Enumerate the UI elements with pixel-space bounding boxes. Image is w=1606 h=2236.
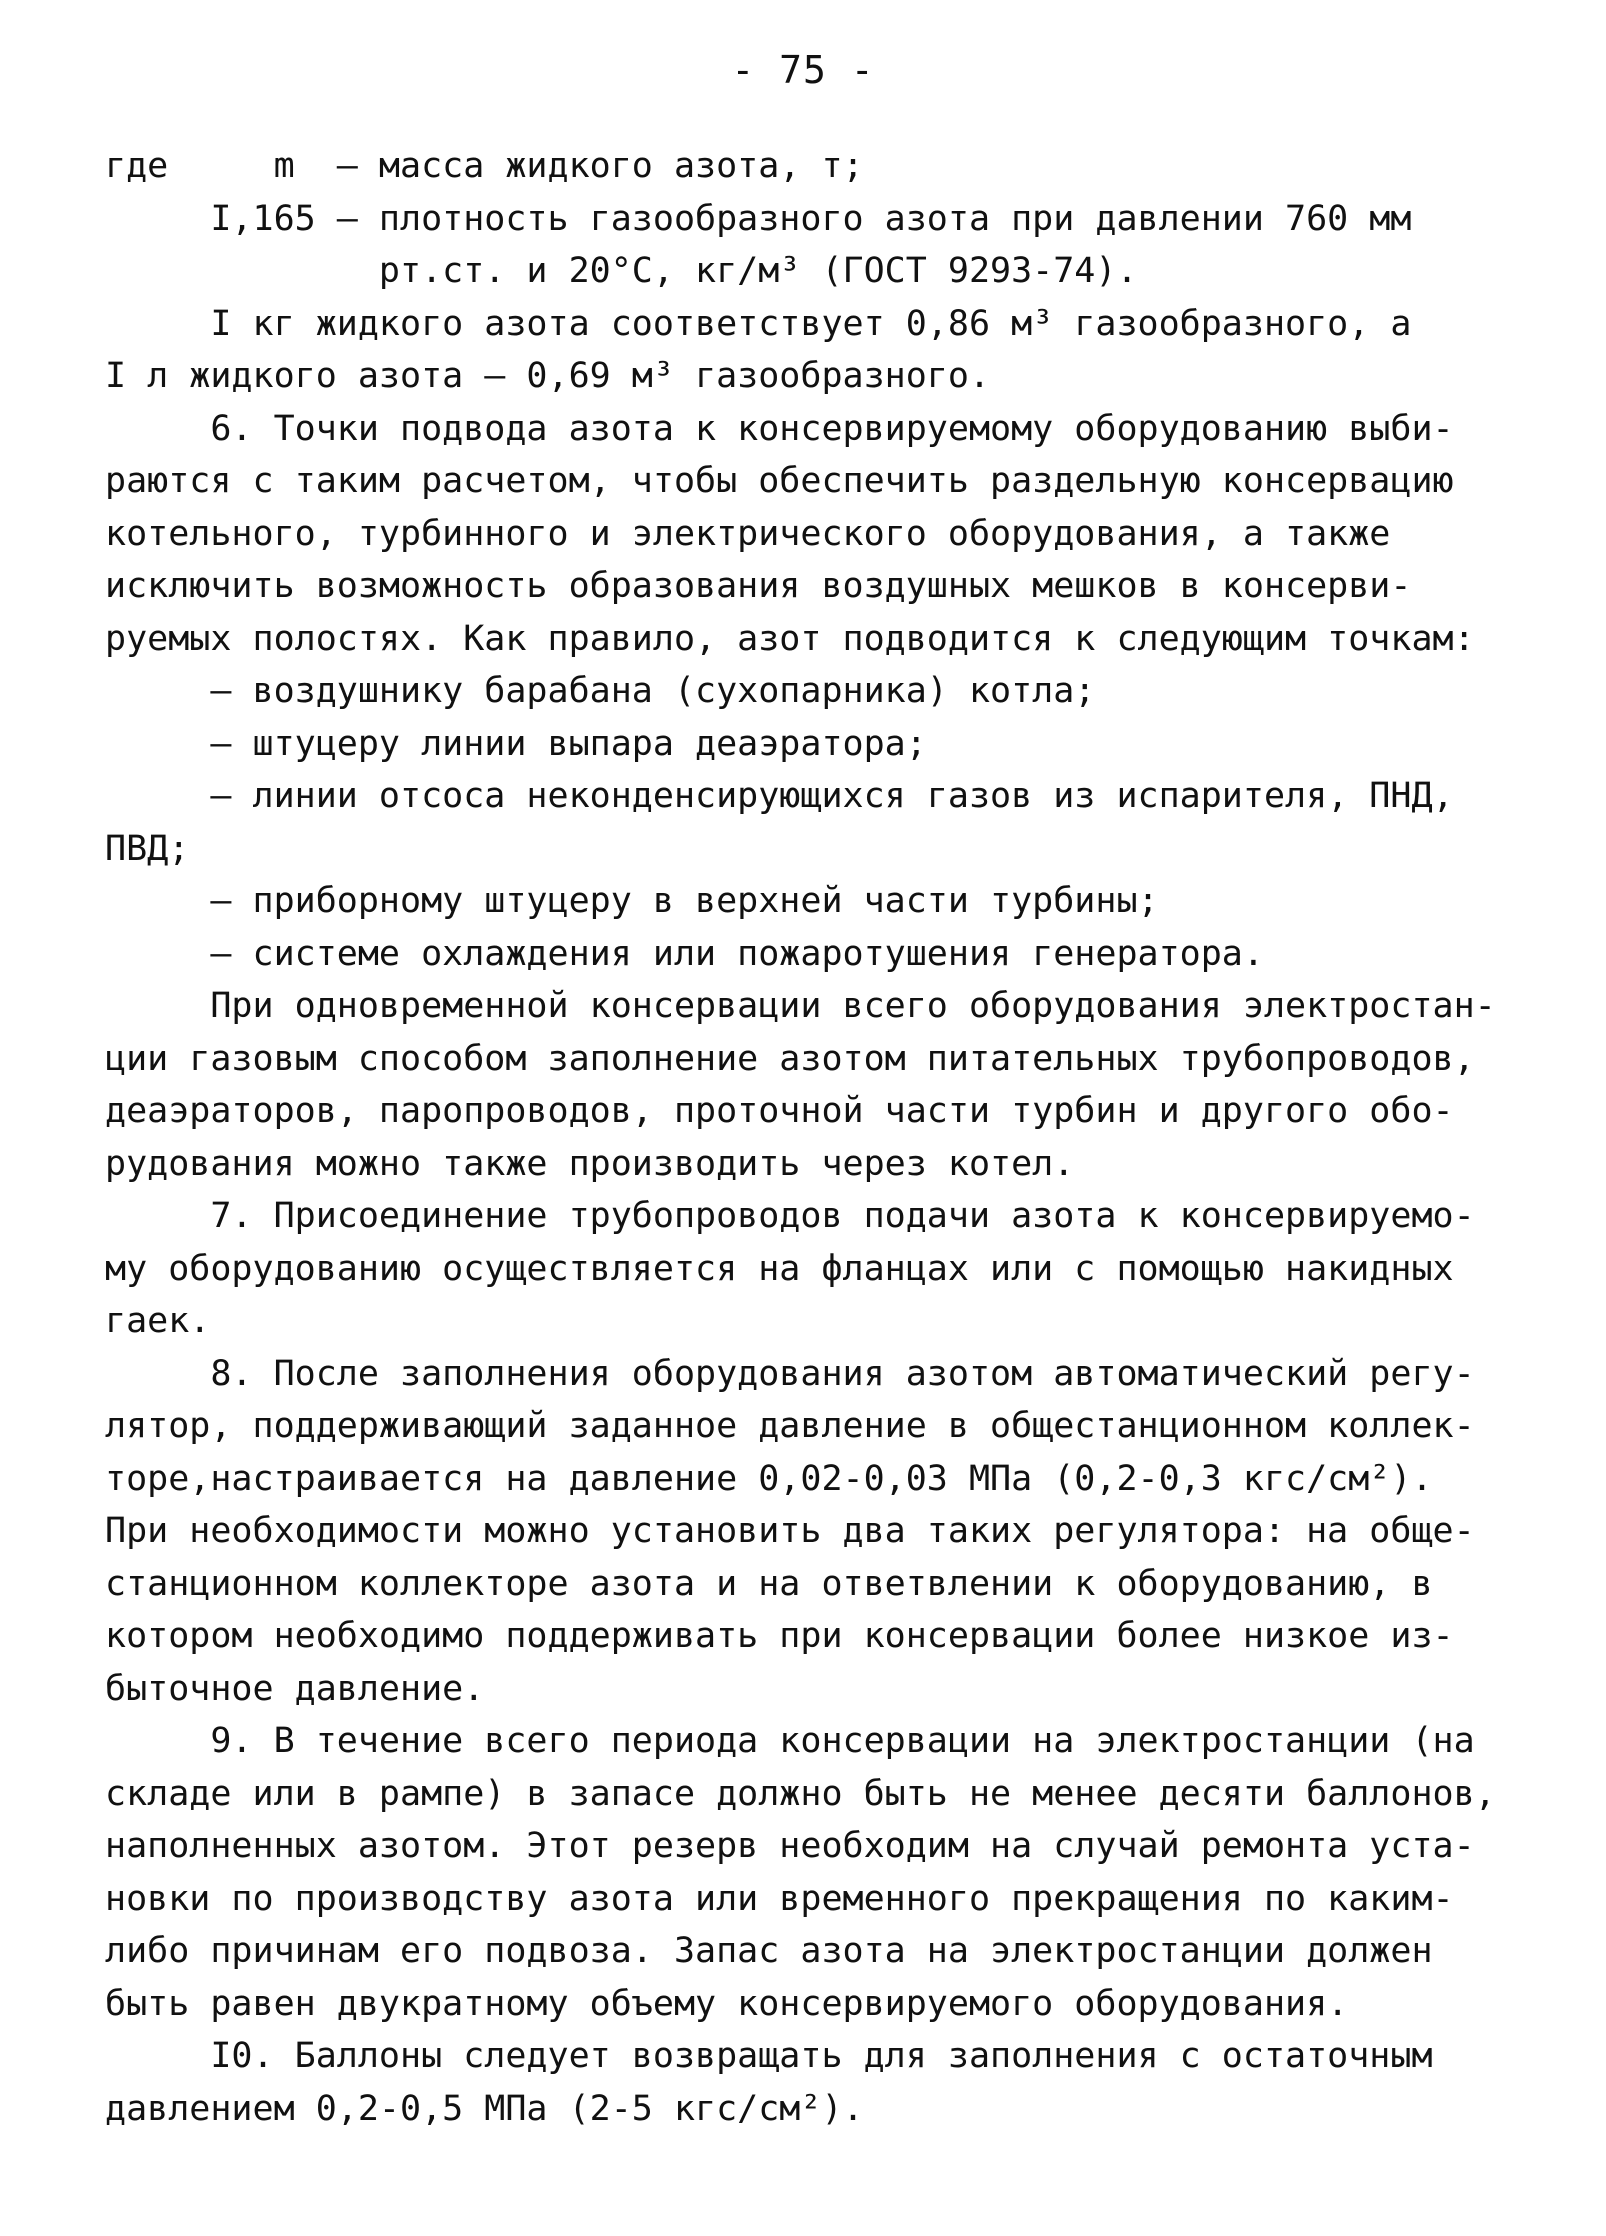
- text-line: быточное давление.: [105, 1668, 485, 1709]
- text-line: быть равен двукратному объему консервируемого оборудования.: [105, 1983, 1349, 2024]
- text-line: раются с таким расчетом, чтобы обеспечить раздельную консервацию: [105, 461, 1454, 501]
- body-text: [105, 140, 1505, 2135]
- text-line: торе,настраивается на давление 0,02-0,03 МПа (0,2-0,3 кгс/см²).: [105, 1458, 1433, 1499]
- text-line: давлением 0,2-0,5 МПа (2-5 кгс/см²).: [105, 2088, 864, 2129]
- text-line: ции газовым способом заполнение азотом питательных трубопроводов,: [105, 1038, 1475, 1079]
- text-line: либо причинам его подвоза. Запас азота на электростанции должен: [105, 1931, 1433, 1971]
- text-line: – линии отсоса неконденсирующихся газов из испарителя, ПНД,: [105, 776, 1454, 816]
- text-line: руемых полостях. Как правило, азот подводится к следующим точкам:: [105, 618, 1475, 659]
- text-line: котором необходимо поддерживать при консервации более низкое из-: [105, 1616, 1454, 1656]
- text-line: рт.ст. и 20°С, кг/м³ (ГОСТ 9293-74).: [105, 251, 1138, 291]
- text-line: гаек.: [105, 1301, 211, 1341]
- text-line: При необходимости можно установить два таких регулятора: на обще-: [105, 1511, 1475, 1551]
- text-line: му оборудованию осуществляется на фланцах или с помощью накидных: [105, 1248, 1454, 1289]
- text-line: 6. Точки подвода азота к консервируемому оборудованию выби-: [105, 408, 1454, 449]
- page-number: - 75 -: [731, 48, 875, 92]
- text-line: I кг жидкого азота соответствует 0,86 м³ газообразного, а: [105, 303, 1412, 344]
- text-line: рудования можно также производить через котел.: [105, 1143, 1075, 1184]
- text-line: I0. Баллоны следует возвращать для заполнения с остаточным: [105, 2036, 1433, 2076]
- text-line: – штуцеру линии выпара деаэратора;: [105, 723, 927, 764]
- text-line: где m – масса жидкого азота, т;: [105, 146, 864, 186]
- text-line: деаэраторов, паропроводов, проточной части турбин и другого обо-: [105, 1091, 1454, 1131]
- text-line: новки по производству азота или временного прекращения по каким-: [105, 1878, 1454, 1919]
- text-line: 8. После заполнения оборудования азотом автоматический регу-: [105, 1353, 1475, 1394]
- text-line: При одновременной консервации всего оборудования электростан-: [105, 986, 1496, 1026]
- text-line: – воздушнику барабана (сухопарника) котла;: [105, 671, 1096, 711]
- text-line: I л жидкого азота – 0,69 м³ газообразного.: [105, 356, 991, 396]
- text-line: – приборному штуцеру в верхней части турбины;: [105, 881, 1159, 921]
- text-line: исключить возможность образования воздушных мешков в консерви-: [105, 566, 1412, 606]
- text-line: складе или в рампе) в запасе должно быть не менее десяти баллонов,: [105, 1773, 1496, 1814]
- text-line: I,165 – плотность газообразного азота при давлении 760 мм: [105, 198, 1412, 239]
- text-line: станционном коллекторе азота и на ответвлении к оборудованию, в: [105, 1563, 1433, 1604]
- text-line: 9. В течение всего периода консервации на электростанции (на: [105, 1721, 1475, 1761]
- text-line: – системе охлаждения или пожаротушения генератора.: [105, 933, 1264, 974]
- text-line: ПВД;: [105, 828, 190, 869]
- text-line: котельного, турбинного и электрического оборудования, а также: [105, 513, 1391, 554]
- text-line: наполненных азотом. Этот резерв необходим на случай ремонта уста-: [105, 1826, 1475, 1866]
- text-line: 7. Присоединение трубопроводов подачи азота к консервируемо-: [105, 1196, 1475, 1236]
- text-line: лятор, поддерживающий заданное давление в общестанционном коллек-: [105, 1406, 1475, 1446]
